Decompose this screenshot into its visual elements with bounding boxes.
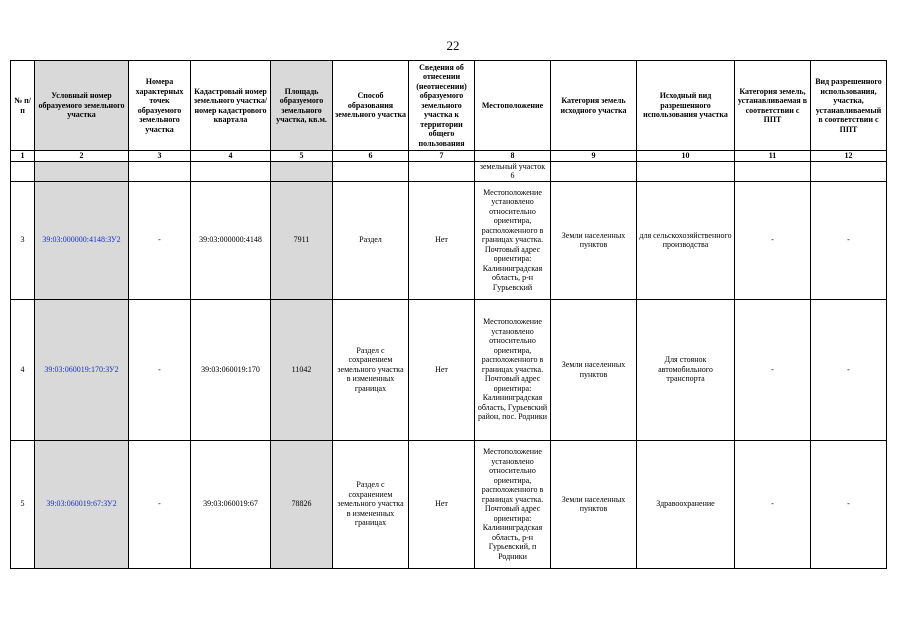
land-plots-table: [10, 60, 887, 569]
category-cell: Земли населенных пунктов: [551, 181, 637, 299]
column-number: 2: [35, 151, 129, 162]
area-cell: 78826: [271, 440, 333, 568]
header-cell: Условный номер образуемого земельного участка: [35, 61, 129, 151]
public-use-cell: Нет: [409, 181, 475, 299]
original-use-cell: Для стоянок автомобильного транспорта: [637, 299, 735, 440]
points-cell: -: [129, 181, 191, 299]
header-cell: Кадастровый номер земельного участка/номер кадастрового квартала: [191, 61, 271, 151]
header-cell: № п/п: [11, 61, 35, 151]
use-ppt-cell: -: [811, 440, 887, 568]
cadastral-number: 39:03:000000:4148: [191, 181, 271, 299]
column-number: 12: [811, 151, 887, 162]
header-cell: Площадь образуемого земельного участка, кв.м.: [271, 61, 333, 151]
column-number: 8: [475, 151, 551, 162]
table-row: [11, 440, 887, 568]
column-number: 11: [735, 151, 811, 162]
column-number: 7: [409, 151, 475, 162]
original-use-cell: для сельскохозяйственного производства: [637, 181, 735, 299]
row-number: 4: [11, 299, 35, 440]
column-number: 5: [271, 151, 333, 162]
page-number: 22: [446, 38, 460, 53]
table-row: [11, 299, 887, 440]
column-number: 9: [551, 151, 637, 162]
location-cell: Местоположение установлено относительно ориентира, расположенного в границах участка. Почтовый адрес ориентира: Калининградская область, Гурьевский район, пос. Родники: [475, 299, 551, 440]
points-cell: -: [129, 440, 191, 568]
column-number: 6: [333, 151, 409, 162]
continuation-row: [11, 161, 887, 181]
location-cell: Местоположение установлено относительно ориентира, расположенного в границах участка. Почтовый адрес ориентира: Калининградская область, р-н Гурьевский, п Родники: [475, 440, 551, 568]
public-use-cell: Нет: [409, 299, 475, 440]
header-cell: Сведения об отнесении (неотнесении) образуемого земельного участка к территории общего пользования: [409, 61, 475, 151]
header-row: [11, 61, 887, 151]
location-cell: Местоположение установлено относительно ориентира, расположенного в границах участка. Почтовый адрес ориентира: Калининградская область, р-н Гурьевский: [475, 181, 551, 299]
method-cell: Раздел с сохранением земельного участка в измененных границах: [333, 299, 409, 440]
use-ppt-cell: -: [811, 181, 887, 299]
category-ppt-cell: -: [735, 440, 811, 568]
original-use-cell: Здравоохранение: [637, 440, 735, 568]
location-cell: земельный участок 6: [475, 161, 551, 181]
cadastral-number: 39:03:060019:67: [191, 440, 271, 568]
category-ppt-cell: -: [735, 181, 811, 299]
area-cell: 11042: [271, 299, 333, 440]
column-number: 1: [11, 151, 35, 162]
category-ppt-cell: -: [735, 299, 811, 440]
category-cell: Земли населенных пунктов: [551, 440, 637, 568]
header-cell: Категория земель, устанавливаемая в соответствии с ППТ: [735, 61, 811, 151]
header-cell: Способ образования земельного участка: [333, 61, 409, 151]
table-row: [11, 181, 887, 299]
row-number: 3: [11, 181, 35, 299]
cadastral-number: 39:03:060019:170: [191, 299, 271, 440]
use-ppt-cell: -: [811, 299, 887, 440]
column-number: 10: [637, 151, 735, 162]
column-number-row: [11, 151, 887, 162]
plot-code[interactable]: 39:03:060019:67:ЗУ2: [35, 440, 129, 568]
column-number: 3: [129, 151, 191, 162]
category-cell: Земли населенных пунктов: [551, 299, 637, 440]
method-cell: Раздел с сохранением земельного участка в измененных границах: [333, 440, 409, 568]
header-cell: Номера характерных точек образуемого земельного участка: [129, 61, 191, 151]
public-use-cell: Нет: [409, 440, 475, 568]
header-cell: Местоположение: [475, 61, 551, 151]
plot-code[interactable]: 39:03:000000:4148:ЗУ2: [35, 181, 129, 299]
header-cell: Категория земель исходного участка: [551, 61, 637, 151]
area-cell: 7911: [271, 181, 333, 299]
method-cell: Раздел: [333, 181, 409, 299]
column-number: 4: [191, 151, 271, 162]
points-cell: -: [129, 299, 191, 440]
header-cell: Исходный вид разрешенного использования участка: [637, 61, 735, 151]
plot-code[interactable]: 39:03:060019:170:ЗУ2: [35, 299, 129, 440]
row-number: 5: [11, 440, 35, 568]
header-cell: Вид разрешенного использования, участка, устанавливаемый в соответствии с ППТ: [811, 61, 887, 151]
